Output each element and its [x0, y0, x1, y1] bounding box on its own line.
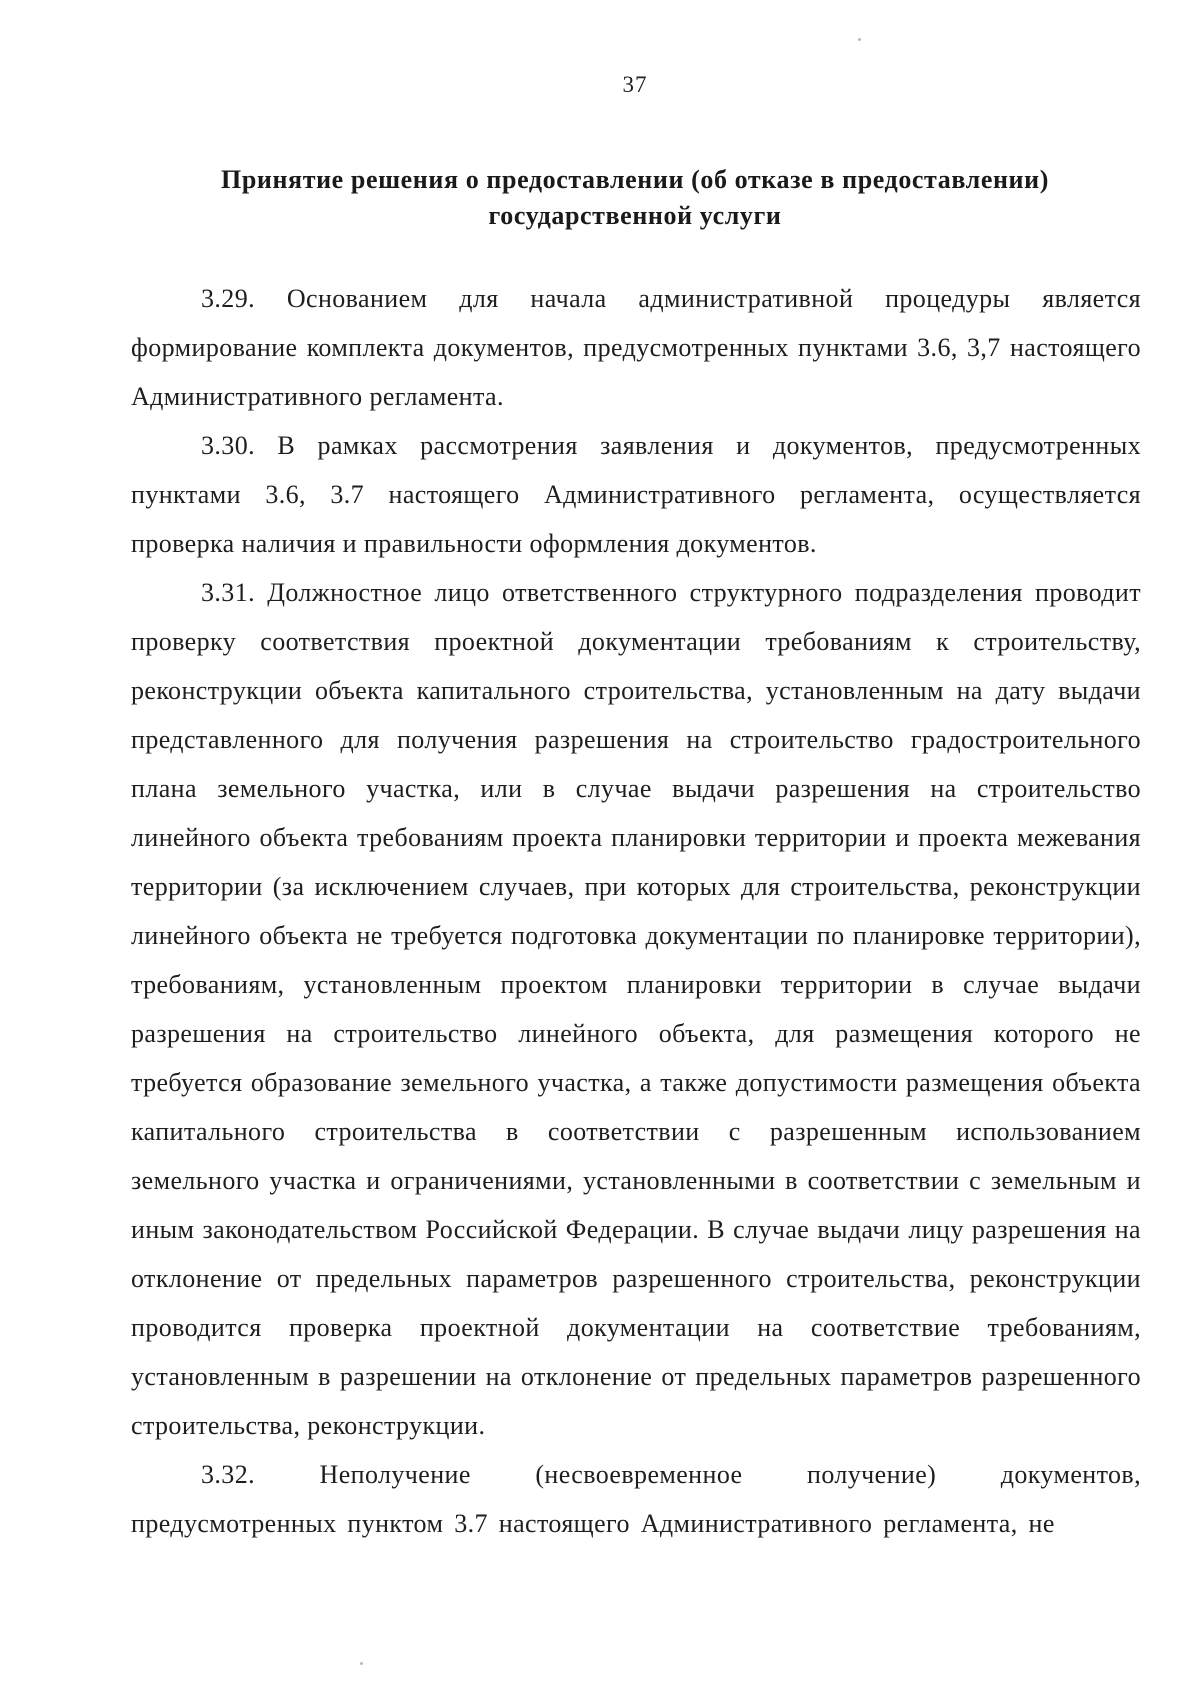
paragraph-3-32: 3.32. Неполучение (несвоевременное получение) документов, предусмотренных пунктом 3.7 настоящего Административного регламента, не	[131, 1460, 1141, 1538]
body-text	[131, 274, 1141, 1548]
paragraph-3-29: 3.29. Основанием для начала административной процедуры является формирование комплекта документов, предусмотренных пунктами 3.6, 3,7 настоящего Административного регламента.	[131, 284, 1141, 411]
section-heading	[130, 162, 1140, 234]
scan-speck	[360, 1662, 363, 1665]
paragraph-3-31: 3.31. Должностное лицо ответственного структурного подразделения проводит проверку соответствия проектной документации требованиям к строительству, реконструкции объекта капитального строительства, установленным на дату выдачи представленного для получения разрешения на строительство градостроительного плана земельного участка, или в случае выдачи разрешения на строительство линейного объекта требованиям проекта планировки территории и проекта межевания территории (за исключением случаев, при которых для строительства, реконструкции линейного объекта не требуется подготовка документации по планировке территории), требованиям, установленным проектом планировки территории в случае выдачи разрешения на строительство линейного объекта, для размещения которого не требуется образование земельного участка, а также допустимости размещения объекта капитального строительства в соответствии с разрешенным использованием земельного участка и ограничениями, установленными в соответствии с земельным и иным законодательством Российской Федерации. В случае выдачи лицу разрешения на отклонение от предельных параметров разрешенного строительства, реконструкции проводится проверка проектной документации на соответствие требованиям, установленным в разрешении на отклонение от предельных параметров разрешенного строительства, реконструкции.	[131, 578, 1141, 1440]
section-heading-line-1: Принятие решения о предоставлении (об отказе в предоставлении)	[221, 165, 1049, 194]
scan-speck	[858, 38, 861, 41]
page-number: 37	[622, 72, 648, 97]
paragraph-3-30: 3.30. В рамках рассмотрения заявления и документов, предусмотренных пунктами 3.6, 3.7 настоящего Административного регламента, осуществляется проверка наличия и правильности оформления документов.	[131, 431, 1141, 558]
section-heading-line-2: государственной услуги	[488, 201, 782, 230]
